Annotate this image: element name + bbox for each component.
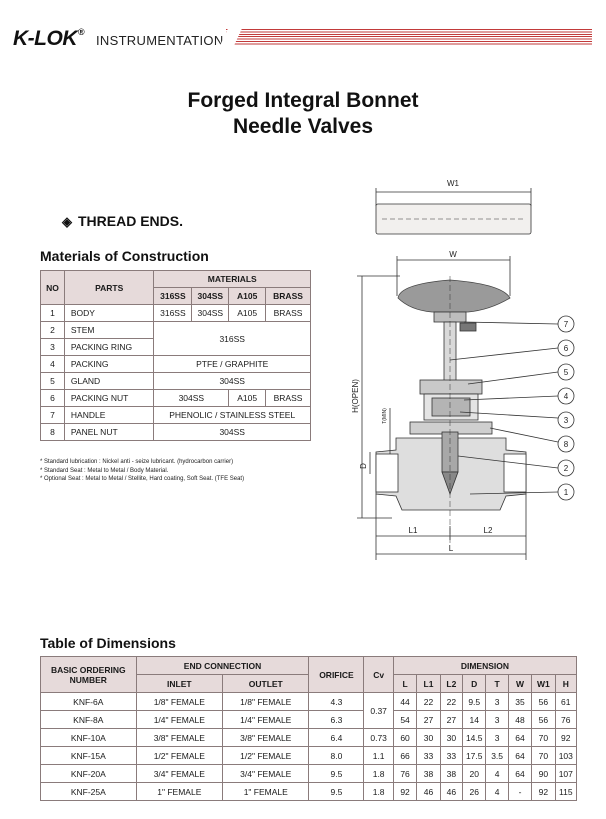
note-line: * Optional Seat : Metal to Metal / Stellite, Hard coating, Soft Seat. (TFE Seat) [40, 476, 245, 482]
callout-label: 3 [563, 416, 569, 425]
dim-l1: L1 [408, 526, 418, 535]
table-row: 5 GLAND 304SS [41, 373, 311, 390]
callout-label: 2 [563, 464, 569, 473]
col-no: NO [41, 271, 65, 305]
table-row: KNF-8A 1/4" FEMALE 1/4" FEMALE 6.3 54 27 27 14 3 48 56 76 [41, 711, 577, 729]
diamond-icon: ◈ [62, 214, 72, 229]
col-parts: PARTS [64, 271, 154, 305]
callout-label: 8 [563, 440, 569, 449]
table-row: KNF-20A 3/4" FEMALE 3/4" FEMALE 9.5 1.8 76 38 38 20 4 64 90 107 [41, 765, 577, 783]
grade-header: A105 [229, 288, 266, 305]
table-row: 1 BODY 316SS 304SS A105 BRASS [41, 305, 311, 322]
table-row: 6 PACKING NUT 304SS A105 BRASS [41, 390, 311, 407]
callout-label: 6 [563, 344, 569, 353]
note-line: * Standard Seat : Metal to Metal / Body Material. [40, 467, 169, 474]
table-row: KNF-15A 1/2" FEMALE 1/2" FEMALE 8.0 1.1 66 33 33 17.5 3.5 64 70 103 [41, 747, 577, 765]
col-basic: BASIC ORDERING NUMBER [41, 657, 137, 693]
table-row: KNF-6A 1/8" FEMALE 1/8" FEMALE 4.3 0.37 44 22 22 9.5 3 35 56 61 [41, 693, 577, 711]
header-rule [226, 29, 592, 45]
callout-label: 1 [563, 488, 569, 497]
dim-w1: W1 [447, 179, 459, 188]
dim-t-min: T(MIN) [382, 408, 388, 424]
col-inlet: INLET [136, 675, 222, 693]
dim-d: D [359, 463, 368, 469]
dim-w: W [449, 250, 457, 259]
dim-l: L [448, 544, 454, 553]
grade-header: BRASS [266, 288, 311, 305]
col-outlet: OUTLET [223, 675, 309, 693]
col-materials: MATERIALS [154, 271, 311, 288]
table-row: 4 PACKING PTFE / GRAPHITE [41, 356, 311, 373]
materials-heading: Materials of Construction [40, 248, 209, 264]
materials-table [40, 270, 311, 441]
callout-label: 4 [563, 392, 569, 401]
callout-label: 7 [563, 320, 569, 329]
table-row: 7 HANDLE PHENOLIC / STAINLESS STEEL [41, 407, 311, 424]
title-line-1: Forged Integral Bonnet [187, 89, 419, 112]
dim-h-open: H(OPEN) [351, 379, 360, 413]
col-cv: Cv [364, 657, 393, 693]
col-dimension: DIMENSION [393, 657, 576, 675]
brand-tagline: INSTRUMENTATION [96, 33, 224, 48]
col-orifice: ORIFICE [309, 657, 364, 693]
table-row: 8 PANEL NUT 304SS [41, 424, 311, 441]
notes [40, 458, 340, 484]
title-line-2: Needle Valves [232, 115, 374, 138]
dimensions-table: BASIC ORDERING NUMBER END CONNECTION ORIFICE Cv DIMENSION INLET OUTLET L L1 L2 D T W W1 H KNF-6A 1/8" FEMALE 1/8" FEMALE 4.3 0.37 44 22 22 9.5 3 35 56 61 KNF-8A 1/4" FEMALE 1/4" FEMALE 6.3 54 27 27 14 3 48 56 76 KNF-10A 3/8" FEMALE 3/8" FEMALE 6.4 0.73 60 30 30 14.5 3 64 70 92 KNF-15A 1/2" FEMALE 1/2" FEMALE 8.0 1.1 66 33 33 17.5 3.5 64 70 103 KNF-20A 3/4" FEMALE 3/4" FEMALE 9.5 1.8 76 38 38 20 4 64 90 107 KNF-25A 1" FEMALE 1" FEMALE 9.5 1.8 92 46 46 26 4 - 92 115 [40, 656, 577, 801]
table-row: 2 STEM 316SS [41, 322, 311, 339]
grade-header: 316SS [154, 288, 192, 305]
dim-l2: L2 [483, 526, 493, 535]
thread-ends-heading: ◈ THREAD ENDS. [62, 213, 184, 229]
valve-drawing [340, 176, 590, 566]
table-row: 3 PACKING RING [41, 339, 311, 356]
brand-logo: K-LOK® [13, 27, 85, 50]
dimensions-heading: Table of Dimensions [40, 635, 176, 651]
callout-label: 5 [563, 368, 569, 377]
page-title [0, 88, 606, 140]
table-row: KNF-10A 3/8" FEMALE 3/8" FEMALE 6.4 0.73 60 30 30 14.5 3 64 70 92 [41, 729, 577, 747]
table-row: KNF-25A 1" FEMALE 1" FEMALE 9.5 1.8 92 46 46 26 4 - 92 115 [41, 783, 577, 801]
grade-header: 304SS [192, 288, 229, 305]
col-end-connection: END CONNECTION [136, 657, 309, 675]
note-line: * Standard lubrication : Nickel anti - seize lubricant. (hydrocarbon carrier) [40, 459, 234, 465]
